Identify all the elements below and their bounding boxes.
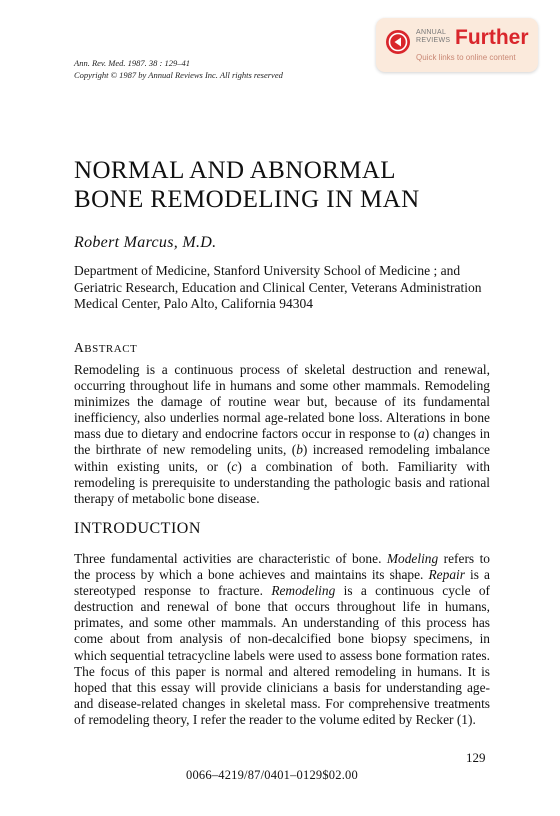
annual-reviews-logo-icon [386, 30, 410, 54]
annual-reviews-wordmark: ANNUAL REVIEWS [416, 29, 451, 44]
further-subtitle[interactable]: Quick links to online content [416, 53, 516, 62]
introduction-heading: INTRODUCTION [74, 520, 201, 537]
further-badge[interactable] [376, 18, 538, 72]
citation-line-2: Copyright © 1987 by Annual Reviews Inc. All rights reserved [74, 70, 283, 80]
introduction-text: Three fundamental activities are characteristic of bone. Modeling refers to the process by which a bone achieves and maintains its shape. Repair is a stereotyped response to fracture. Remodeling is a continuous cycle of destruction and renewal of bone that occurs throughout life in humans, primates, and some other mammals. An understanding of this process has come about from analysis of non-decalcified bone biopsy specimens, in which sequential tetracycline labels were used to assess bone formation rates. The focus of this paper is normal and altered remodeling in humans. It is hoped that this essay will provide clinicians a basis for understanding age- and disease-related changes in skeletal mass. For comprehensive treatments of remodeling theory, I refer the reader to the volume edited by Recker (1). [74, 551, 491, 727]
article-title: NORMAL AND ABNORMAL BONE REMODELING IN MAN [74, 157, 420, 213]
page-number: 129 [466, 750, 486, 765]
further-title: Further [455, 26, 529, 49]
citation-line-1: Ann. Rev. Med. 1987. 38 : 129–41 [74, 58, 190, 68]
footer-code: 0066–4219/87/0401–0129$02.00 [186, 768, 358, 782]
author-name: Robert Marcus, M.D. [74, 234, 217, 251]
author-affiliation: Department of Medicine, Stanford University School of Medicine ; and Geriatric Research, Education and Clinical Center, Veterans Administration Medical Center, Palo Alto, California 94304 [74, 263, 482, 311]
abstract-heading: ABSTRACT [74, 340, 138, 355]
abstract-text: Remodeling is a continuous process of skeletal destruction and renewal, occurring throughout life in humans and some other mammals. Remodeling minimizes the damage of routine wear but, because of its fundamental inefficiency, also underlies normal age-related bone loss. Alterations in bone mass due to dietary and endocrine factors occur in response to (a) changes in the birthrate of new remodeling units, (b) increased remodeling imbalance within existing units, or (c) a combination of both. Familiarity with remodeling is prerequisite to understanding the pathologic basis and rational therapy of metabolic bone disease. [74, 362, 490, 506]
